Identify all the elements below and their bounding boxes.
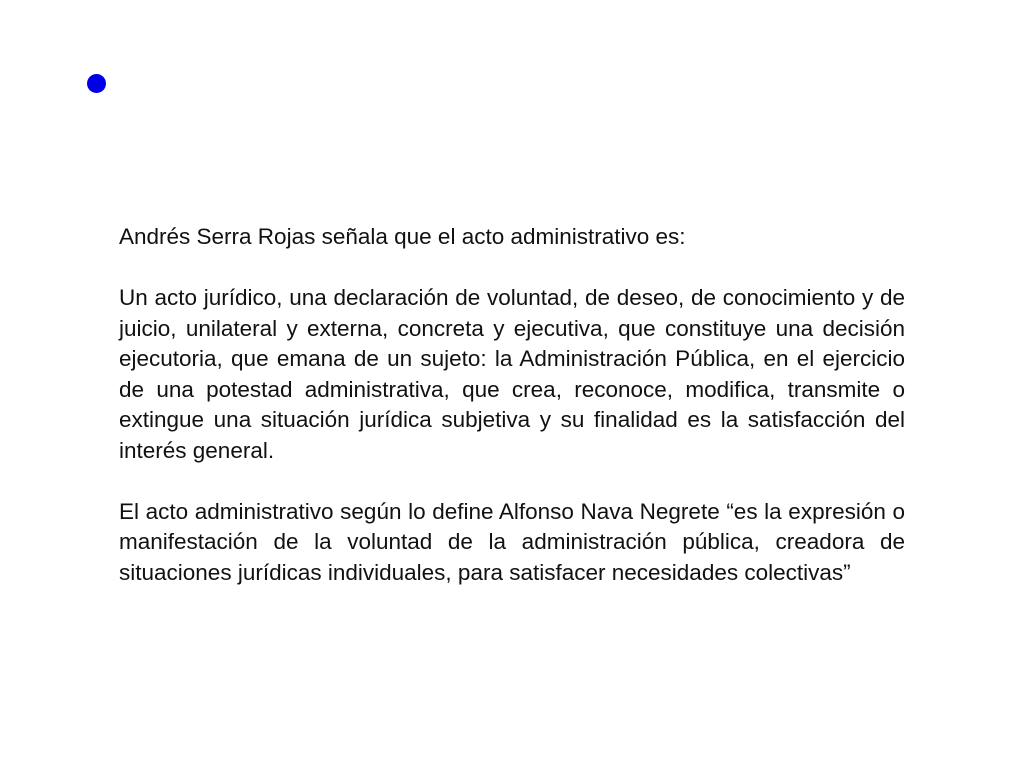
definition-paragraph-nava-negrete: El acto administrativo según lo define Alfonso Nava Negrete “es la expresión o manifestación de la voluntad de la administración pública, creadora de situaciones jurídicas individuales, para satisfacer necesidades colectivas” (119, 498, 905, 585)
slide-body (119, 222, 905, 588)
intro-paragraph: Andrés Serra Rojas señala que el acto administrativo es: (119, 224, 686, 249)
definition-paragraph-serra-rojas: Un acto jurídico, una declaración de voluntad, de deseo, de conocimiento y de juicio, unilateral y externa, concreta y ejecutiva, que constituye una decisión ejecutoria, que emana de un sujeto: la Administración Pública, en el ejercicio de una potestad administrativa, que crea, reconoce, modifica, transmite o extingue una situación jurídica subjetiva y su finalidad es la satisfacción del interés general. (119, 285, 905, 463)
bullet-dot-icon (87, 74, 106, 93)
